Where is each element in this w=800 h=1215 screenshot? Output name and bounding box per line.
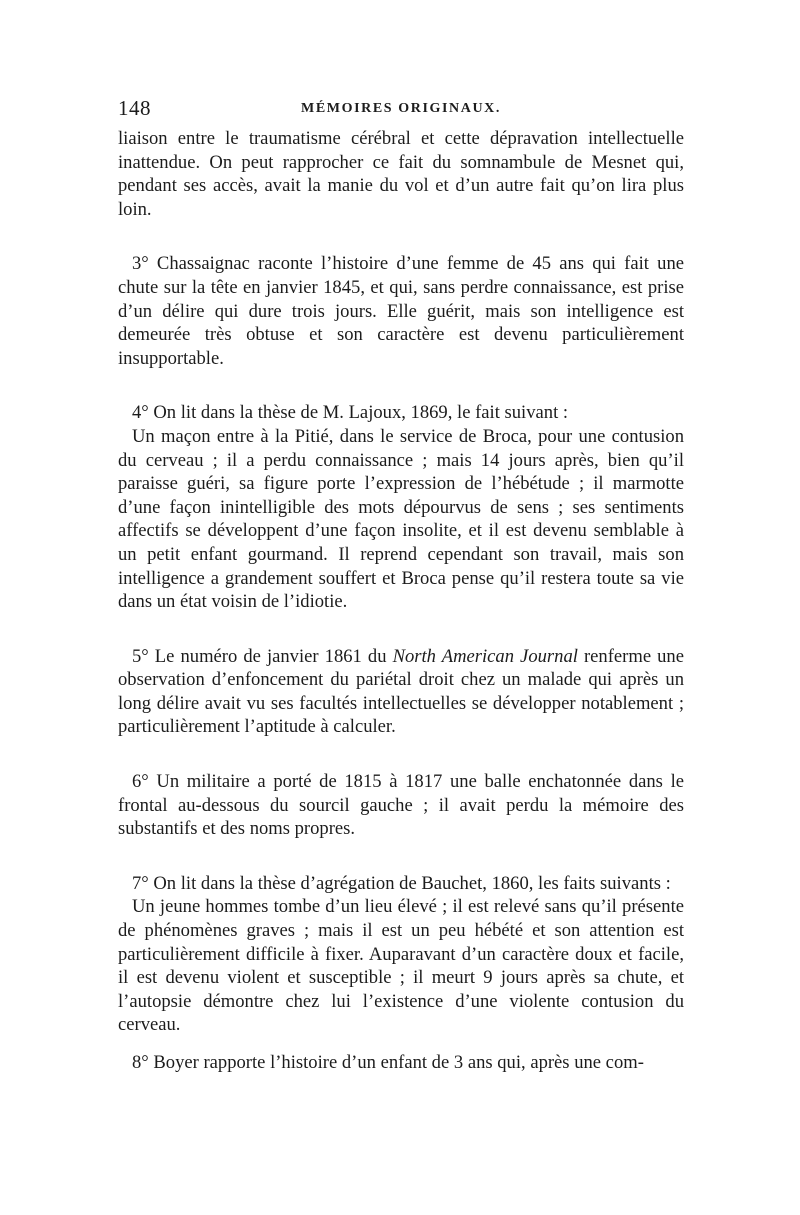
body-text (118, 127, 684, 1075)
paragraph-case-8: 8° Boyer rapporte l’histoire d’un enfant de 3 ans qui, après une com- (132, 1052, 644, 1073)
paragraph-case-5 (118, 645, 684, 739)
case-5-text-before: 5° Le numéro de janvier 1861 du (132, 645, 393, 667)
paragraph-case-4-intro: 4° On lit dans la thèse de M. Lajoux, 1869, le fait suivant : (132, 402, 569, 424)
paragraph-continuation: liaison entre le traumatisme cérébral et cette dépravation intellectuelle inattendue. On peut rapprocher ce fait du somnambule de Mesnet qui, pendant ses accès, avait la manie du vol et d’un autre fait qu’on lira plus loin. (118, 128, 684, 220)
page-header (118, 96, 684, 122)
journal-title: North American Journal (392, 645, 578, 667)
running-head: MÉMOIRES ORIGINAUX. (301, 101, 501, 116)
page-number: 148 (118, 96, 151, 120)
paragraph-case-3: 3° Chassaignac raconte l’histoire d’une femme de 45 ans qui fait une chute sur la tête en janvier 1845, et qui, sans perdre connaissance, est prise d’un délire qui dure trois jours. Elle guérit, mais son intelligence est demeurée très obtuse et son caractère est devenu particulièrement insupportable. (118, 253, 684, 369)
paragraph-case-6: 6° Un militaire a porté de 1815 à 1817 une balle enchatonnée dans le frontal au-dessous du sourcil gauche ; il avait perdu la mémoire des substantifs et des noms propres. (118, 771, 684, 840)
case-5-text-after: renferme une observation d’enfoncement du pariétal droit chez un malade qui après un long délire avait vu ses facultés intellectuelles se développer notablement ; particulièrement l’aptitude à calculer. (118, 645, 684, 738)
paragraph-case-7-intro: 7° On lit dans la thèse d’agrégation de Bauchet, 1860, les faits suivants : (132, 872, 671, 894)
paragraph-case-7-body: Un jeune hommes tombe d’un lieu élevé ; il est relevé sans qu’il présente de phénomènes graves ; mais il est un peu hébété et son attention est particulièrement difficile à fixer. Auparavant d’un caractère doux et facile, il est devenu violent et susceptible ; il meurt 9 jours après sa chute, et l’autopsie démontre chez lui l’existence d’une violente contusion du cerveau. (118, 896, 684, 1036)
paragraph-case-4-body: Un maçon entre à la Pitié, dans le service de Broca, pour une contusion du cerveau ; il a perdu connaissance ; mais 14 jours après, bien qu’il paraisse guéri, sa figure porte l’expression de l’hébétude ; il marmotte d’une façon inintelligible des mots dépourvus de sens ; ses sentiments affectifs se développent d’une façon insolite, et il est devenu semblable à un petit enfant gourmand. Il reprend cependant son travail, mais son intelligence a grandement souffert et Broca pense qu’il restera toute sa vie dans un état voisin de l’idiotie. (118, 425, 684, 613)
